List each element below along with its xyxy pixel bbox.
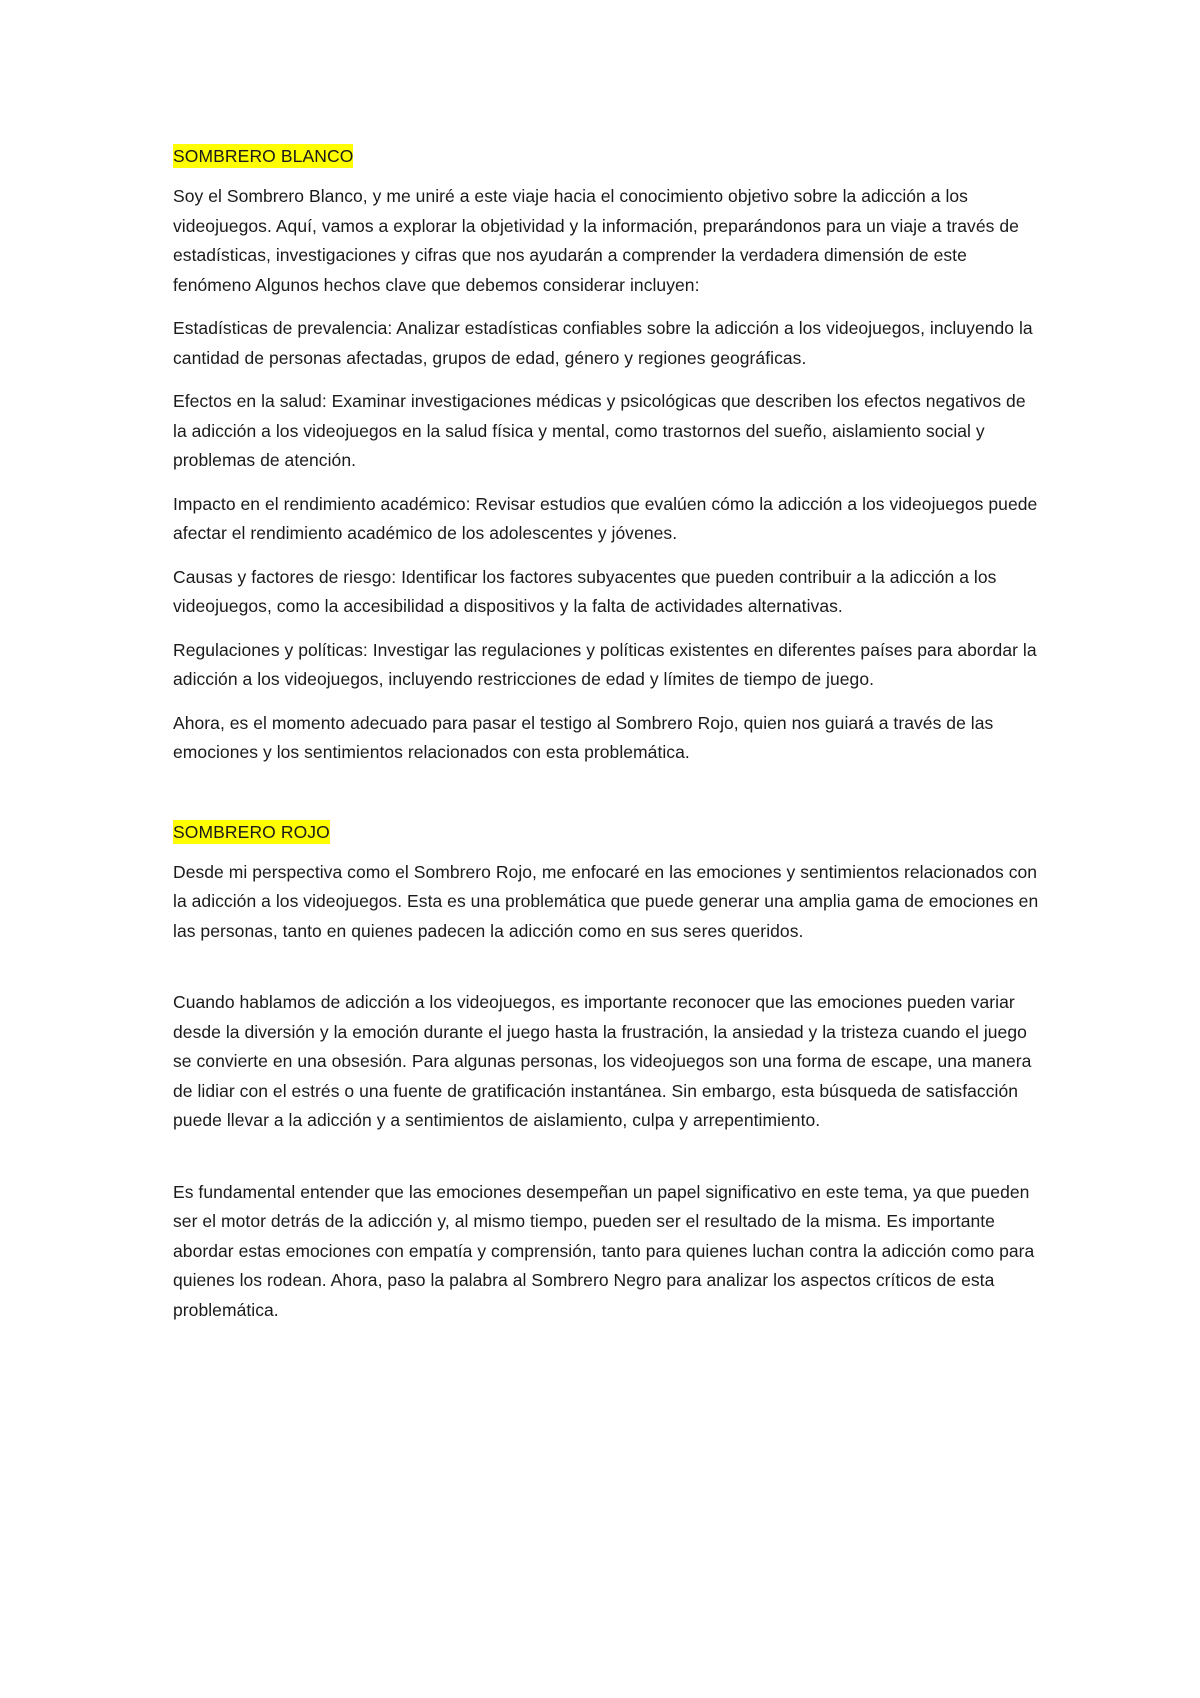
document-body — [173, 144, 1043, 1339]
white-hat-heading: SOMBRERO BLANCO — [173, 146, 354, 166]
white-hat-health-paragraph: Efectos en la salud: Examinar investigaciones médicas y psicológicas que describen los efectos negativos de la adicción a los videojuegos en la salud física y mental, como trastornos del sueño, aislamiento social y problemas de atención. — [173, 391, 1026, 470]
paragraph-spacer — [173, 1150, 1043, 1178]
red-hat-emotions-paragraph: Cuando hablamos de adicción a los videojuegos, es importante reconocer que las emociones pueden variar desde la diversión y la emoción durante el juego hasta la frustración, la ansiedad y la tristeza cuando el juego se convierte en una obsesión. Para algunas personas, los videojuegos son una forma de escape, una manera de lidiar con el estrés o una fuente de gratificación instantánea. Sin embargo, esta búsqueda de satisfacción puede llevar a la adicción y a sentimientos de aislamiento, culpa y arrepentimiento. — [173, 992, 1032, 1130]
white-hat-regulations-paragraph: Regulaciones y políticas: Investigar las regulaciones y políticas existentes en diferentes países para abordar la adicción a los videojuegos, incluyendo restricciones de edad y límites de tiempo de juego. — [173, 639, 1037, 689]
white-hat-closing-paragraph: Ahora, es el momento adecuado para pasar el testigo al Sombrero Rojo, quien nos guiará a través de las emociones y los sentimientos relacionados con esta problemática. — [173, 712, 994, 762]
section-spacer — [173, 782, 1043, 820]
paragraph-spacer — [173, 960, 1043, 988]
white-hat-causes-paragraph: Causas y factores de riesgo: Identificar los factores subyacentes que pueden contribuir a la adicción a los videojuegos, como la accesibilidad a dispositivos y la falta de actividades alternativas. — [173, 566, 997, 616]
red-hat-closing-paragraph: Es fundamental entender que las emociones desempeñan un papel significativo en este tema, ya que pueden ser el motor detrás de la adicción y, al mismo tiempo, pueden ser el resultado de la misma. Es importante abordar estas emociones con empatía y comprensión, tanto para quienes luchan contra la adicción como para quienes los rodean. Ahora, paso la palabra al Sombrero Negro para analizar los aspectos críticos de esta problemática. — [173, 1181, 1035, 1320]
white-hat-intro-paragraph: Soy el Sombrero Blanco, y me uniré a este viaje hacia el conocimiento objetivo sobre la adicción a los videojuegos. Aquí, vamos a explorar la objetividad y la información, preparándonos para un viaje a través de estadísticas, investigaciones y cifras que nos ayudarán a comprender la verdadera dimensión de este fenómeno Algunos hechos clave que debemos considerar incluyen: — [173, 186, 1019, 295]
white-hat-academic-paragraph: Impacto en el rendimiento académico: Revisar estudios que evalúen cómo la adicción a los videojuegos puede afectar el rendimiento académico de los adolescentes y jóvenes. — [173, 493, 1038, 543]
white-hat-prevalence-paragraph: Estadísticas de prevalencia: Analizar estadísticas confiables sobre la adicción a los videojuegos, incluyendo la cantidad de personas afectadas, grupos de edad, género y regiones geográficas. — [173, 318, 1033, 368]
red-hat-heading: SOMBRERO ROJO — [173, 821, 330, 842]
red-hat-intro-paragraph: Desde mi perspectiva como el Sombrero Rojo, me enfocaré en las emociones y sentimientos relacionados con la adicción a los videojuegos. Esta es una problemática que puede generar una amplia gama de emociones en las personas, tanto en quienes padecen la adicción como en sus seres queridos. — [173, 861, 1039, 941]
